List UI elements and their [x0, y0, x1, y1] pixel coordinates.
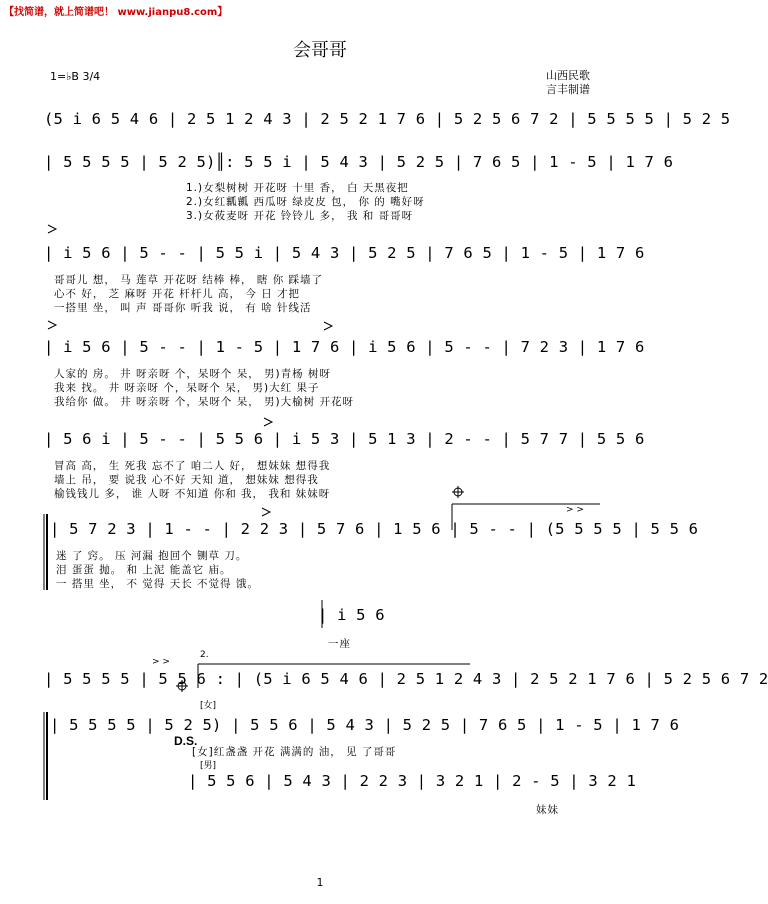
volta-number: 2. — [200, 650, 209, 660]
lyric-line: 人家的 房。 井 呀亲呀 个，呆呀个 呆， 男)青杨 树呀 — [54, 368, 331, 380]
female-marker: [女] — [200, 701, 217, 711]
lyric-line: 1.)女梨树树 开花呀 十里 香， 白 天黑夜把 — [186, 182, 409, 194]
lyric-line: 一 搭里 坐， 不 觉得 天长 不觉得 饿。 — [56, 578, 259, 590]
lyric-line: 一搭里 坐， 叫 声 哥哥你 听我 说， 有 啥 针线活 — [54, 302, 312, 314]
site-banner: 【找简谱，就上简谱吧！ www.jianpu8.com】 — [4, 7, 228, 18]
lyric-line: [女]红盏盏 开花 满满的 油， 见 了哥哥 — [192, 746, 397, 758]
notation-row-6: | 5 7 2 3 | 1 - - | 2 2 3 | 5 7 6 | 1 5 6 | 5 - - | (5 5 5 5 | 5 5 6 — [50, 520, 699, 538]
notation-alternate: | i 5 6 — [318, 606, 385, 624]
lyric-line: 妹妹 — [536, 804, 559, 816]
lyric-line: 迷 了 窍。 压 河漏 抱回个 铡草 刀。 — [56, 550, 248, 562]
notation-row-9: | 5 5 6 | 5 4 3 | 2 2 3 | 3 2 1 | 2 - 5 | 3 2 1 — [188, 772, 636, 790]
lyric-line: 3.)女莜麦呀 开花 铃铃儿 多， 我 和 哥哥呀 — [186, 210, 414, 222]
lyric-line: 哥哥儿 想， 马 莲草 开花呀 结棒 棒， 瞎 你 踩墙了 — [54, 274, 324, 286]
svg-text:> >: > > — [152, 657, 170, 667]
song-title: 会哥哥 — [293, 40, 347, 61]
lyric-line: 2.)女红瓤瓤 西瓜呀 绿皮皮 包， 你 的 嘴好呀 — [186, 196, 425, 208]
lyric-line: 墙上 吊， 要 说我 心不好 天知 道， 想妹妹 想得我 — [54, 474, 319, 486]
notation-row-5: | 5 6 i | 5 - - | 5 5 6 | i 5 3 | 5 1 3 | 2 - - | 5 7 7 | 5 5 6 — [44, 430, 645, 448]
lyric-line: 我给你 做。 井 呀亲呀 个，呆呀个 呆， 男)大榆树 开花呀 — [54, 396, 354, 408]
notation-row-1: (5 i 6 5 4 6 | 2 5 1 2 4 3 | 2 5 2 1 7 6 | 5 2 5 6 7 2 | 5 5 5 5 | 5 2 5 — [44, 110, 731, 128]
notation-row-3: | i 5 6 | 5 - - | 5 5 i | 5 4 3 | 5 2 5 | 7 6 5 | 1 - 5 | 1 7 6 — [44, 244, 645, 262]
notation-row-2: | 5 5 5 5 | 5 2 5)║: 5 5 i | 5 4 3 | 5 2 5 | 7 6 5 | 1 - 5 | 1 7 6 — [44, 153, 674, 171]
lyric-line: 心不 好， 芝 麻呀 开花 杆杆儿 高， 今 日 才把 — [54, 288, 301, 300]
notation-row-8: | 5 5 5 5 | 5 2 5) | 5 5 6 | 5 4 3 | 5 2 5 | 7 6 5 | 1 - 5 | 1 7 6 — [50, 716, 680, 734]
svg-text:> >: > > — [566, 505, 584, 515]
lyric-line: 一座 — [328, 638, 351, 650]
lyric-line: 泪 蛋蛋 抛。 和 上泥 能盖它 庙。 — [56, 564, 232, 576]
credit-arranger: 言丰制谱 — [546, 83, 590, 96]
lyric-line: 冒高 高， 生 死我 忘不了 咱二人 好， 想妹妹 想得我 — [54, 460, 331, 472]
lyric-line: 我来 找。 井 呀亲呀 个，呆呀个 呆， 男)大红 果子 — [54, 382, 320, 394]
lyric-line: 榆钱钱儿 多， 谁 人呀 不知道 你和 我， 我和 妹妹呀 — [54, 488, 331, 500]
ds-marker: D.S. — [174, 734, 198, 748]
page-number: 1 — [316, 876, 324, 889]
key-signature: 1=♭B 3/4 — [50, 70, 101, 83]
notation-row-7: | 5 5 5 5 | 5 5 6 : | (5 i 6 5 4 6 | 2 5 1 2 4 3 | 2 5 2 1 7 6 | 5 2 5 6 7 2 — [44, 670, 768, 688]
male-marker: [男] — [200, 761, 217, 771]
credit-origin: 山西民歌 — [546, 69, 590, 82]
notation-row-4: | i 5 6 | 5 - - | 1 - 5 | 1 7 6 | i 5 6 | 5 - - | 7 2 3 | 1 7 6 — [44, 338, 645, 356]
